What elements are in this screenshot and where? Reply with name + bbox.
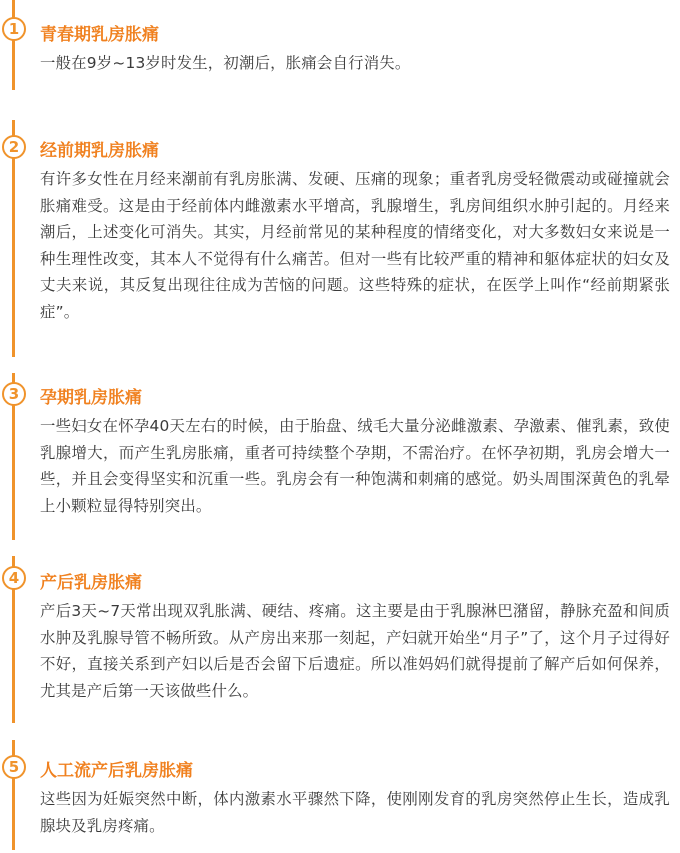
step-number-2: 2 [2, 135, 26, 159]
section-title: 经前期乳房胀痛 [40, 141, 159, 161]
section-text: 一些妇女在怀孕40天左右的时候，由于胎盘、绒毛大量分泌雌激素、孕激素、催乳素，致使乳腺增大，而产生乳房胀痛，重者可持续整个孕期，不需治疗。在怀孕初期，乳房会增大一些，并且会变得坚实和沉重一些。乳房会有一种饱满和刺痛的感觉。奶头周围深黄色的乳晕上小颗粒显得特别突出。 [40, 417, 670, 515]
section-4 [0, 556, 680, 726]
step-number-5: 5 [2, 755, 26, 779]
section-title: 青春期乳房胀痛 [40, 25, 159, 45]
section-text: 这些因为妊娠突然中断，体内激素水平骤然下降，使刚刚发育的乳房突然停止生长，造成乳腺块及乳房疼痛。 [40, 790, 670, 835]
timeline-bar [12, 0, 15, 90]
section-title: 孕期乳房胀痛 [40, 388, 142, 408]
section-text: 一般在9岁~13岁时发生，初潮后，胀痛会自行消失。 [40, 54, 411, 72]
section-text: 有许多女性在月经来潮前有乳房胀满、发硬、压痛的现象；重者乳房受轻微震动或碰撞就会胀痛难受。这是由于经前体内雌激素水平增高，乳腺增生，乳房间组织水肿引起的。月经来潮后，上述变化可消失。其实，月经前常见的某种程度的情绪变化，对大多数妇女来说是一种生理性改变，其本人不觉得有什么痛苦。但对一些有比较严重的精神和躯体症状的妇女及丈夫来说，其反复出现往往成为苦恼的问题。这些特殊的症状，在医学上叫作“经前期紧张症”。 [40, 170, 670, 321]
section-5 [0, 740, 680, 853]
section-title: 产后乳房胀痛 [40, 573, 142, 593]
step-number-4: 4 [2, 566, 26, 590]
section-text: 产后3天~7天常出现双乳胀满、硬结、疼痛。这主要是由于乳腺淋巴潴留，静脉充盈和间质水肿及乳腺导管不畅所致。从产房出来那一刻起，产妇就开始坐“月子”了，这个月子过得好不好，直接关系到产妇以后是否会留下后遗症。所以准妈妈们就得提前了解产后如何保养，尤其是产后第一天该做些什么。 [40, 602, 670, 700]
step-number-1: 1 [2, 17, 26, 41]
section-title: 人工流产后乳房胀痛 [40, 761, 193, 781]
section-2 [0, 120, 680, 360]
step-number-3: 3 [2, 382, 26, 406]
section-3 [0, 373, 680, 543]
section-1 [0, 0, 680, 95]
